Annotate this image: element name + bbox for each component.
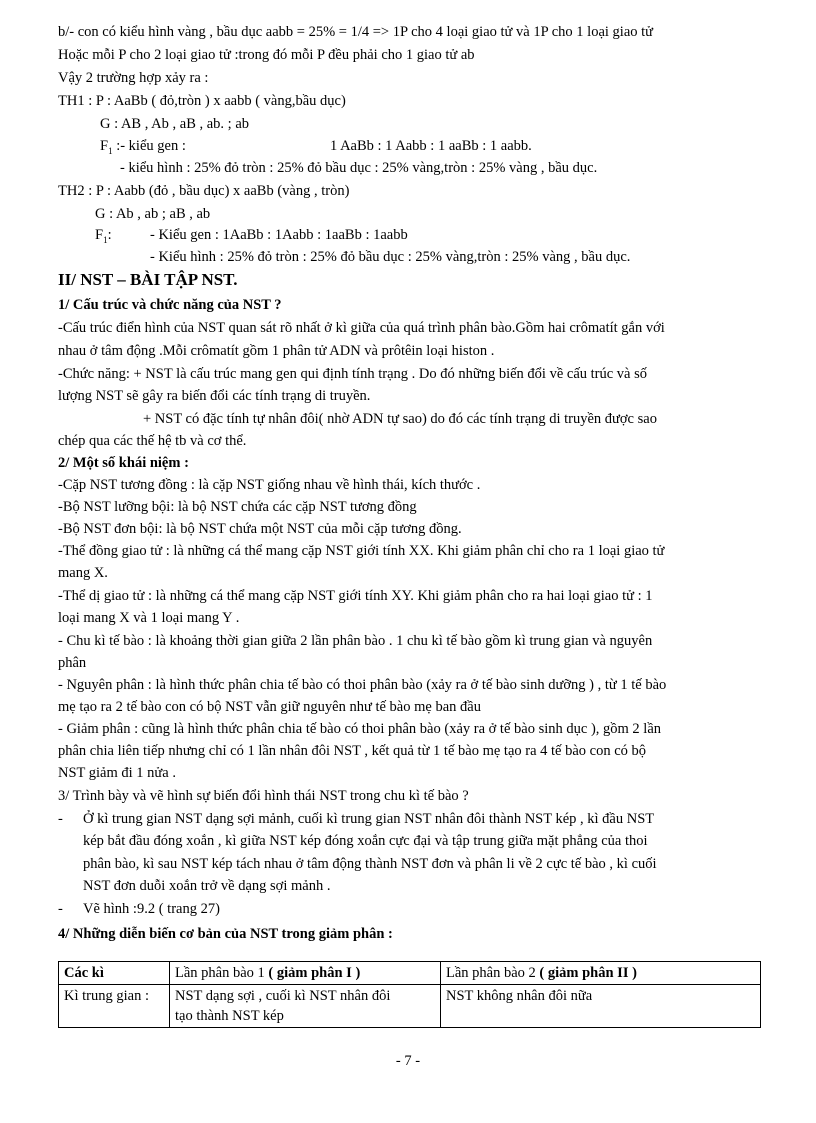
q1-line: lượng NST sẽ gây ra biến đổi các tính trạng di truyền. (58, 388, 371, 404)
q2-line: NST giảm đi 1 nửa . (58, 765, 176, 781)
q2-line: -Thể đồng giao tử : là những cá thể mang cặp NST giới tính XX. Khi giảm phân chỉ cho ra 1 loại giao tử (58, 543, 665, 559)
question-3-heading: 3/ Trình bày và vẽ hình sự biến đổi hình thái NST trong chu kì tế bào ? (58, 788, 469, 804)
q2-line: - Chu kì tế bào : là khoảng thời gian giữa 2 lần phân bào . 1 chu kì tế bào gồm kì trung gian và nguyên (58, 633, 653, 649)
q2-line: - Nguyên phân : là hình thức phân chia tế bào có thoi phân bào (xảy ra ở tế bào sinh dưỡng ) , từ 1 tế bào (58, 677, 667, 693)
intro-line-1: b/- con có kiểu hình vàng , bầu dục aabb = 25% = 1/4 => 1P cho 4 loại giao tử và 1P cho 1 loại giao tử (58, 24, 654, 40)
th2-f1-label: F (95, 227, 104, 243)
table-cell (170, 985, 441, 1028)
th1-f1-genotype-ratio: 1 AaBb : 1 Aabb : 1 aaBb : 1 aabb. (330, 138, 532, 154)
intro-line-2: Hoặc mỗi P cho 2 loại giao tử :trong đó mỗi P đều phải cho 1 giao tử ab (58, 47, 475, 63)
q3-bullet: - (58, 811, 63, 827)
q2-line: loại mang X và 1 loại mang Y . (58, 610, 240, 626)
th2-f1-label-row (95, 225, 112, 250)
q3-line: NST đơn duỗi xoắn trở về dạng sợi mảnh . (83, 878, 331, 894)
header-stages: Các kì (64, 965, 104, 981)
q3-line: Ở kì trung gian NST dạng sợi mảnh, cuối kì trung gian NST nhân đôi thành NST kép , kì đầu NST (83, 811, 655, 827)
th2-f1-genotype: - Kiểu gen : 1AaBb : 1Aabb : 1aaBb : 1aabb (150, 227, 408, 243)
table-cell (59, 985, 170, 1028)
q1-line: chép qua các thế hệ tb và cơ thể. (58, 433, 247, 449)
th2-parents: TH2 : P : Aabb (đỏ , bầu dục) x aaBb (vàng , tròn) (58, 183, 350, 199)
th1-parents: TH1 : P : AaBb ( đỏ,tròn ) x aabb ( vàng,bầu dục) (58, 93, 346, 109)
q3-line: phân bào, kì sau NST kép tách nhau ở tâm động thành NST đơn và phân li về 2 cực tế bào , kì cuối (83, 856, 657, 872)
table-header-cell (441, 962, 761, 985)
th2-f1-phenotype: - Kiểu hình : 25% đỏ tròn : 25% đỏ bầu dục : 25% vàng,tròn : 25% vàng , bầu dục. (150, 249, 631, 265)
q2-line: -Cặp NST tương đồng : là cặp NST giống nhau về hình thái, kích thước . (58, 477, 481, 493)
th2-f1-rest: : (107, 227, 112, 243)
row1-div1-line: tạo thành NST kép (175, 1008, 284, 1024)
q2-line: phân chia liên tiếp nhưng chỉ có 1 lần nhân đôi NST , kết quả từ 1 tế bào mẹ tạo ra 4 tế bào con có bộ (58, 743, 647, 759)
q2-line: phân (58, 655, 87, 671)
header-division-1-note: ( giảm phân I ) (268, 965, 361, 981)
q3-bullet: - (58, 901, 63, 917)
th1-f1-rest: :- kiểu gen : (112, 138, 186, 154)
q1-line: -Chức năng: + NST là cấu trúc mang gen qui định tính trạng . Do đó những biến đổi về cấu trúc và số (58, 366, 648, 382)
header-division-2: Lần phân bào 2 (446, 965, 536, 981)
q2-line: mẹ tạo ra 2 tế bào con có bộ NST vẫn giữ nguyên như tế bào mẹ ban đầu (58, 699, 481, 715)
th1-f1-sub: 1 (108, 145, 113, 156)
q1-line: + NST có đặc tính tự nhân đôi( nhờ ADN tự sao) do đó các tính trạng di truyền được sao (143, 411, 657, 427)
th2-f1-sub: 1 (103, 234, 108, 245)
q2-line: mang X. (58, 565, 108, 581)
q2-line: - Giảm phân : cũng là hình thức phân chia tế bào có thoi phân bào (xảy ra ở tế bào sinh dục ), gồm 2 lần (58, 721, 662, 737)
q3-line: Vẽ hình :9.2 ( trang 27) (83, 901, 220, 917)
th2-gametes: G : Ab , ab ; aB , ab (95, 206, 211, 222)
question-1-heading: 1/ Cấu trúc và chức năng của NST ? (58, 297, 282, 313)
th1-f1-phenotype: - kiểu hình : 25% đỏ tròn : 25% đỏ bầu dục : 25% vàng,tròn : 25% vàng , bầu dục. (120, 160, 598, 176)
th1-f1-label: F (100, 138, 109, 154)
table-header-cell (59, 962, 170, 985)
row1-div2: NST không nhân đôi nữa (446, 988, 593, 1004)
q2-line: -Thể dị giao tử : là những cá thể mang cặp NST giới tính XY. Khi giảm phân cho ra hai loại giao tử : 1 (58, 588, 653, 604)
header-division-2-note: ( giảm phân II ) (539, 965, 637, 981)
meiosis-table (58, 961, 761, 1028)
q1-line: nhau ở tâm động .Mỗi crômatít gồm 1 phân tử ADN và prôtêin loại histon . (58, 343, 495, 359)
th1-gametes: G : AB , Ab , aB , ab. ; ab (100, 116, 250, 132)
row1-div1-line: NST dạng sợi , cuối kì NST nhân đôi (175, 988, 391, 1004)
section-heading: II/ NST – BÀI TẬP NST. (58, 270, 238, 289)
q2-line: -Bộ NST đơn bội: là bộ NST chứa một NST của mỗi cặp tương đồng. (58, 521, 462, 537)
page-number: - 7 - (395, 1053, 421, 1069)
question-2-heading: 2/ Một số khái niệm : (58, 455, 189, 471)
question-4-heading: 4/ Những diễn biến cơ bản của NST trong giảm phân : (58, 926, 393, 942)
table-header-row (59, 962, 761, 985)
q2-line: -Bộ NST lưỡng bội: là bộ NST chứa các cặp NST tương đồng (58, 499, 417, 515)
row1-stage: Kì trung gian : (64, 988, 149, 1004)
table-cell (441, 985, 761, 1028)
q1-line: -Cấu trúc điển hình của NST quan sát rõ nhất ở kì giữa của quá trình phân bào.Gồm hai crômatít gắn với (58, 320, 665, 336)
table-header-cell (170, 962, 441, 985)
intro-line-3: Vậy 2 trường hợp xảy ra : (58, 70, 209, 86)
header-division-1: Lần phân bào 1 (175, 965, 265, 981)
q3-line: kép bắt đầu đóng xoắn , kì giữa NST kép đóng xoắn cực đại và tập trung giữa mặt phẳng của thoi (83, 833, 648, 849)
table-row (59, 985, 761, 1028)
